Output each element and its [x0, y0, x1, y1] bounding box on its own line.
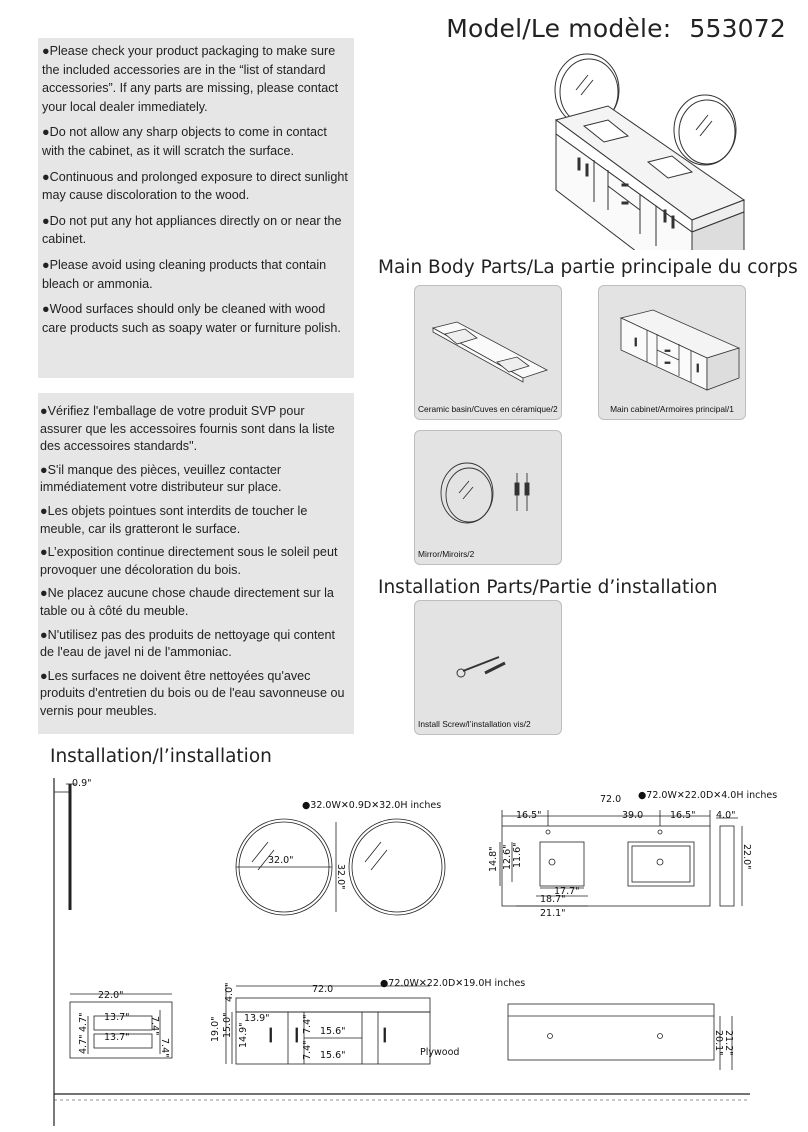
note-fr: ●Ne placez aucune chose chaude directement sur la table ou à côté du meuble. [40, 586, 334, 618]
dim-back-h1: 21.2" [723, 1030, 734, 1056]
ceramic-basin-image [415, 286, 563, 406]
dim-side-h3: 7.4" [149, 1016, 160, 1036]
dim-mirror-w: 32.0" [268, 855, 294, 866]
dim-top-c: 16.5" [670, 810, 696, 821]
product-illustration [548, 50, 798, 250]
dim-top-a: 16.5" [516, 810, 542, 821]
dim-cab-h2: 15.0" [222, 1012, 233, 1038]
main-cabinet-image [599, 286, 747, 406]
dim-top-thick: 4.0" [716, 810, 736, 821]
note-en: ●Please avoid using cleaning products that contain bleach or ammonia. [42, 257, 327, 291]
dim-cab-drawer-h1: 7.4" [302, 1014, 313, 1034]
note-en: ●Continuous and prolonged exposure to direct sunlight may cause discoloration to the wood. [42, 169, 348, 203]
note-fr: ●N'utilisez pas des produits de nettoyage qui content de l'eau de javel ni de l'ammoniac. [40, 627, 335, 660]
dim-sink-w2: 18.7" [540, 894, 566, 905]
dim-top-w: 72.0 [600, 794, 622, 805]
cab-spec: ●72.0W✕22.0D✕19.0H inches [380, 978, 526, 989]
dim-mirror-thick: 0.9" [72, 778, 92, 789]
part-card-mirror [414, 430, 562, 565]
note-en: ●Do not put any hot appliances directly on or near the cabinet. [42, 213, 342, 247]
dim-cab-door-w: 13.9" [244, 1013, 270, 1024]
main-body-title: Main Body Parts/La partie principale du corps [378, 257, 798, 278]
dim-cab-drawer-w2: 15.6" [320, 1050, 346, 1061]
dim-sink-d1: 14.8" [488, 846, 499, 872]
install-screw-image [415, 601, 563, 721]
install-parts-title: Installation Parts/Partie d’installation [378, 577, 718, 598]
dim-cab-w: 72.0 [312, 984, 334, 995]
note-en: ●Wood surfaces should only be cleaned with wood care products such as soapy water or furniture polish. [42, 302, 341, 335]
dim-sink-d3: 11.6" [512, 842, 523, 868]
note-fr: ●Les surfaces ne doivent être nettoyées qu'avec produits d'entretien du bois ou de l'eau savonneuse ou vernis pour meubles. [40, 668, 345, 718]
mirror-image [415, 431, 563, 551]
notes-english [38, 38, 354, 378]
dim-cab-drawer-h2: 7.4" [302, 1040, 313, 1060]
dim-top-depth: 22.0" [741, 844, 752, 870]
dim-sink-w1: 17.7" [554, 886, 580, 897]
dim-sink-d2: 12.6" [502, 844, 513, 870]
installation-title: Installation/l’installation [50, 746, 272, 767]
dim-top-b: 39.0 [622, 810, 644, 821]
dim-mirror-h: 32.0" [335, 864, 346, 890]
notes-french [38, 393, 354, 734]
top-spec: ●72.0W✕22.0D✕4.0H inches [638, 790, 778, 801]
part-card-install-screw [414, 600, 562, 735]
mirror-caption: Mirror/Miroirs/2 [418, 549, 475, 559]
note-en: ●Please check your product packaging to make sure the included accessories are in the “list of standard accessories”. If any parts are missing, please contact your local dealer immediately. [42, 44, 339, 114]
note-fr: ●S'il manque des pièces, veuillez contacter immédiatement votre distributeur sur place. [40, 462, 282, 495]
dim-side-h1: 4.7" [78, 1012, 89, 1032]
dim-cab-top: 4.0" [224, 982, 235, 1002]
main-cabinet-caption: Main cabinet/Armoires principal/1 [610, 404, 734, 414]
dim-side-w: 22.0" [98, 990, 124, 1001]
dim-side-h2: 4.7" [78, 1034, 89, 1054]
part-card-ceramic-basin [414, 285, 562, 420]
mirror-spec: ●32.0W✕0.9D✕32.0H inches [302, 800, 442, 811]
dim-cab-drawer-w1: 15.6" [320, 1026, 346, 1037]
installation-diagram [0, 770, 808, 1132]
dim-side-h4: 7.4" [159, 1038, 170, 1058]
dim-back-h2: 20.1" [713, 1030, 724, 1056]
dim-side-d1: 13.7" [104, 1012, 130, 1023]
model-number: 553072 [689, 14, 786, 43]
dim-side-d2: 13.7" [104, 1032, 130, 1043]
model-label: Model/Le modèle: [446, 14, 672, 43]
ceramic-basin-caption: Ceramic basin/Cuves en céramique/2 [418, 404, 558, 414]
note-fr: ●Les objets pointues sont interdits de toucher le meuble, car ils gratteront le surface. [40, 503, 308, 536]
dim-sink-w3: 21.1" [540, 908, 566, 919]
part-card-main-cabinet [598, 285, 746, 420]
dim-cab-h1: 19.0" [210, 1016, 221, 1042]
model-header [446, 14, 786, 43]
note-fr: ●L’exposition continue directement sous le soleil peut provoquer une décoloration du bois. [40, 545, 338, 577]
note-fr: ●Vérifiez l'emballage de votre produit SVP pour assurer que les accessoires fournis sont dans la liste des accessoires standards". [40, 404, 335, 454]
label-plywood: Plywood [420, 1047, 460, 1058]
dim-cab-door-h: 14.9" [238, 1022, 249, 1048]
note-en: ●Do not allow any sharp objects to come in contact with the cabinet, as it will scratch the surface. [42, 125, 327, 158]
install-screw-caption: Install Screw/l’installation vis/2 [418, 719, 531, 729]
